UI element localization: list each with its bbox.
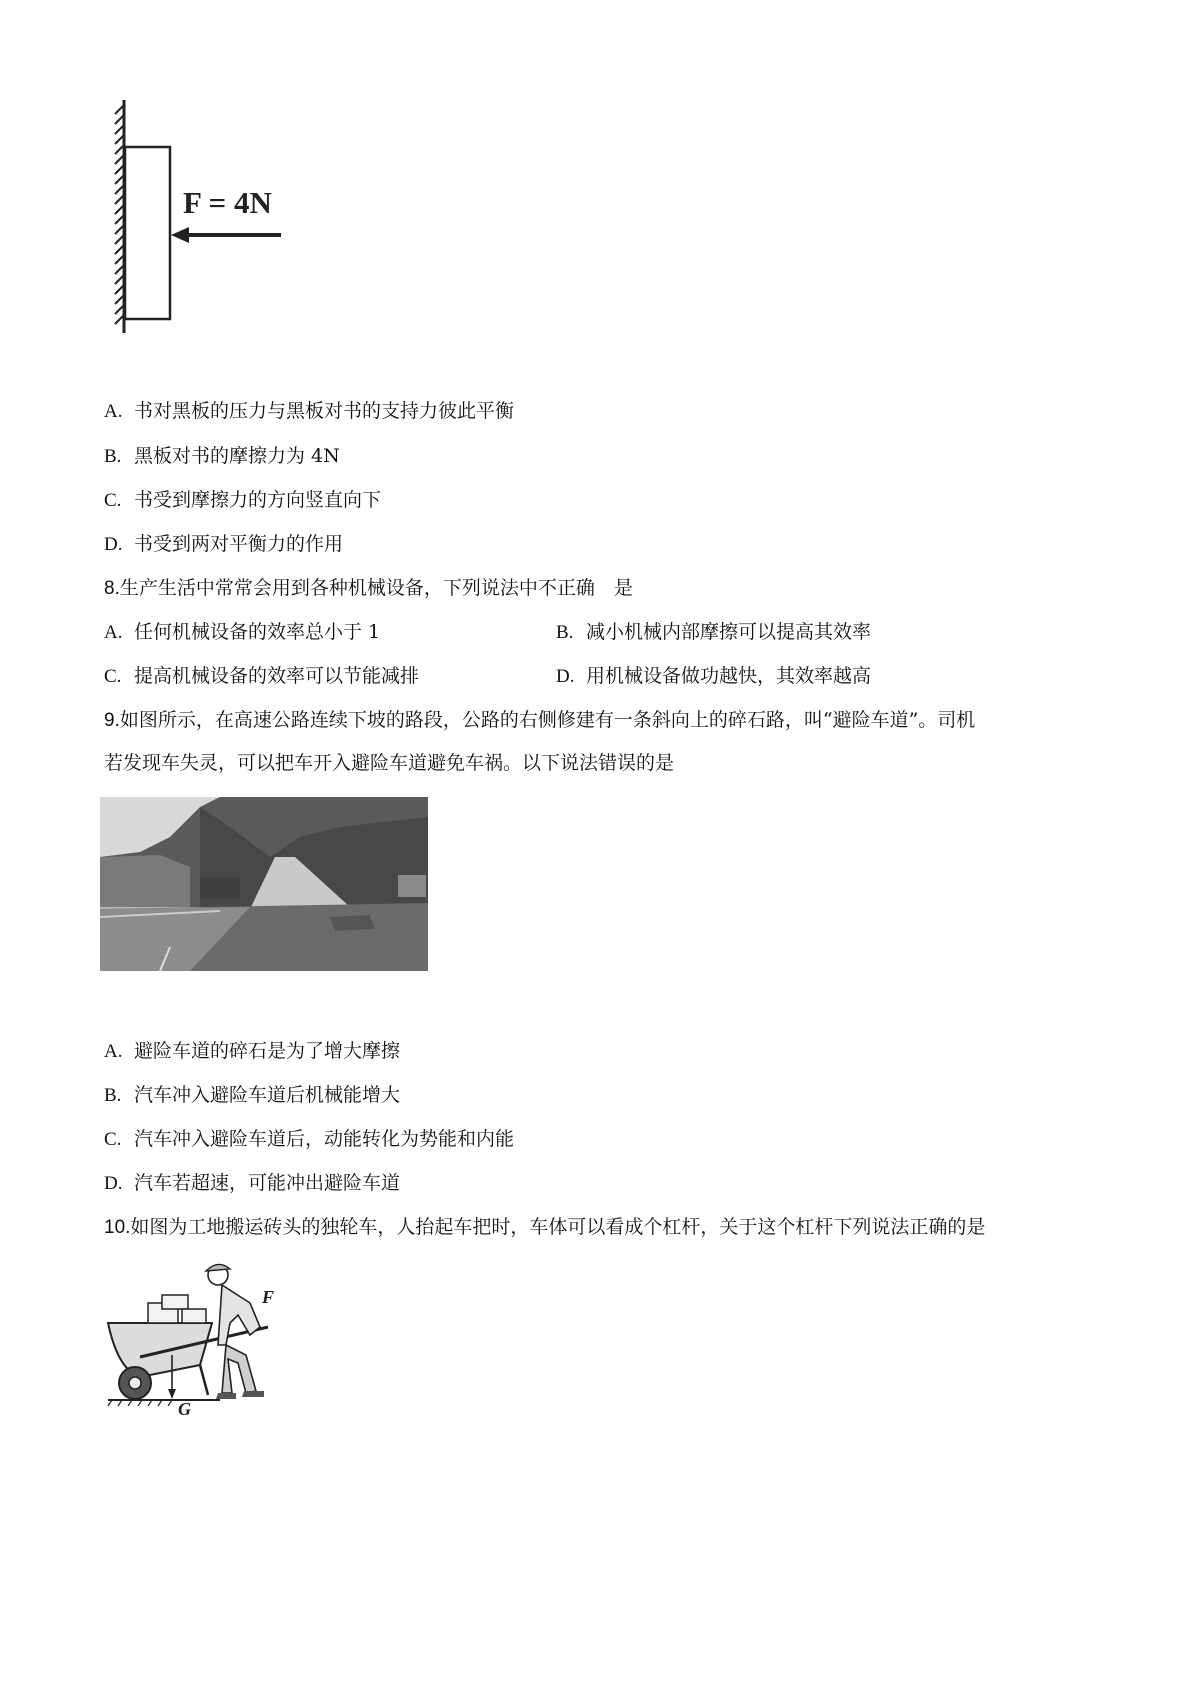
q9-option-d — [104, 1170, 400, 1197]
gravity-g-label: G — [178, 1399, 191, 1415]
q8-option-b — [556, 619, 871, 646]
force-f-label: F — [262, 1287, 275, 1307]
option-letter: D. — [556, 666, 575, 687]
escape-ramp-image — [100, 797, 428, 971]
option-letter: D. — [104, 1173, 123, 1194]
option-letter: C. — [104, 666, 122, 687]
option-text: 提高机械设备的效率可以节能减排 — [134, 665, 420, 687]
question-number: 10. — [104, 1217, 131, 1238]
q10-stem — [104, 1214, 985, 1241]
option-letter: A. — [104, 1041, 123, 1062]
q9-option-a — [104, 1038, 400, 1065]
q7-option-c — [104, 487, 381, 514]
option-text: 汽车若超速，可能冲出避险车道 — [134, 1172, 401, 1194]
question-text: 生产生活中常常会用到各种机械设备，下列说法中不正确 是 — [119, 577, 633, 599]
q8-option-d — [556, 663, 871, 690]
option-text: 黑板对书的摩擦力为 4N — [134, 445, 340, 467]
q8-stem — [104, 575, 633, 602]
option-letter: B. — [104, 446, 122, 467]
option-text: 书受到摩擦力的方向竖直向下 — [134, 489, 382, 511]
option-text: 书对黑板的压力与黑板对书的支持力彼此平衡 — [134, 400, 515, 422]
question-text: 如图为工地搬运砖头的独轮车，人抬起车把时，车体可以看成个杠杆，关于这个杠杆下列说法正确的是 — [130, 1216, 986, 1238]
option-text: 汽车冲入避险车道后，动能转化为势能和内能 — [134, 1128, 515, 1150]
q7-option-d — [104, 531, 343, 558]
option-letter: D. — [104, 534, 123, 555]
q9-stem-line1 — [104, 707, 975, 734]
q9-stem-line2 — [104, 750, 674, 776]
wheelbarrow-figure — [100, 1255, 290, 1415]
option-text: 减小机械内部摩擦可以提高其效率 — [586, 621, 872, 643]
option-letter: B. — [556, 622, 574, 643]
option-letter: A. — [104, 622, 123, 643]
question-number: 9. — [104, 710, 120, 731]
force-label: F = 4N — [183, 185, 272, 220]
q9-option-b — [104, 1082, 400, 1109]
wall-book-figure — [105, 95, 305, 345]
option-letter: C. — [104, 490, 122, 511]
q8-option-c — [104, 663, 419, 690]
option-text: 汽车冲入避险车道后机械能增大 — [134, 1084, 401, 1106]
option-text: 书受到两对平衡力的作用 — [134, 533, 344, 555]
option-text: 避险车道的碎石是为了增大摩擦 — [134, 1040, 401, 1062]
wall-book-diagram — [105, 95, 305, 345]
option-text: 任何机械设备的效率总小于 1 — [134, 621, 381, 643]
escape-ramp-photo — [100, 797, 428, 971]
option-letter: A. — [104, 401, 123, 422]
question-text: 若发现车失灵，可以把车开入避险车道避免车祸。以下说法错误的是 — [104, 752, 675, 774]
q9-option-c — [104, 1126, 514, 1153]
q7-option-a — [104, 398, 514, 425]
question-text: 如图所示，在高速公路连续下坡的路段，公路的右侧修建有一条斜向上的碎石路，叫“避险车道”。司机 — [119, 709, 976, 731]
option-letter: B. — [104, 1085, 122, 1106]
option-letter: C. — [104, 1129, 122, 1150]
wheelbarrow-diagram — [100, 1255, 290, 1415]
q8-option-a — [104, 619, 380, 646]
option-text: 用机械设备做功越快，其效率越高 — [586, 665, 872, 687]
question-number: 8. — [104, 578, 120, 599]
q7-option-b — [104, 443, 340, 470]
